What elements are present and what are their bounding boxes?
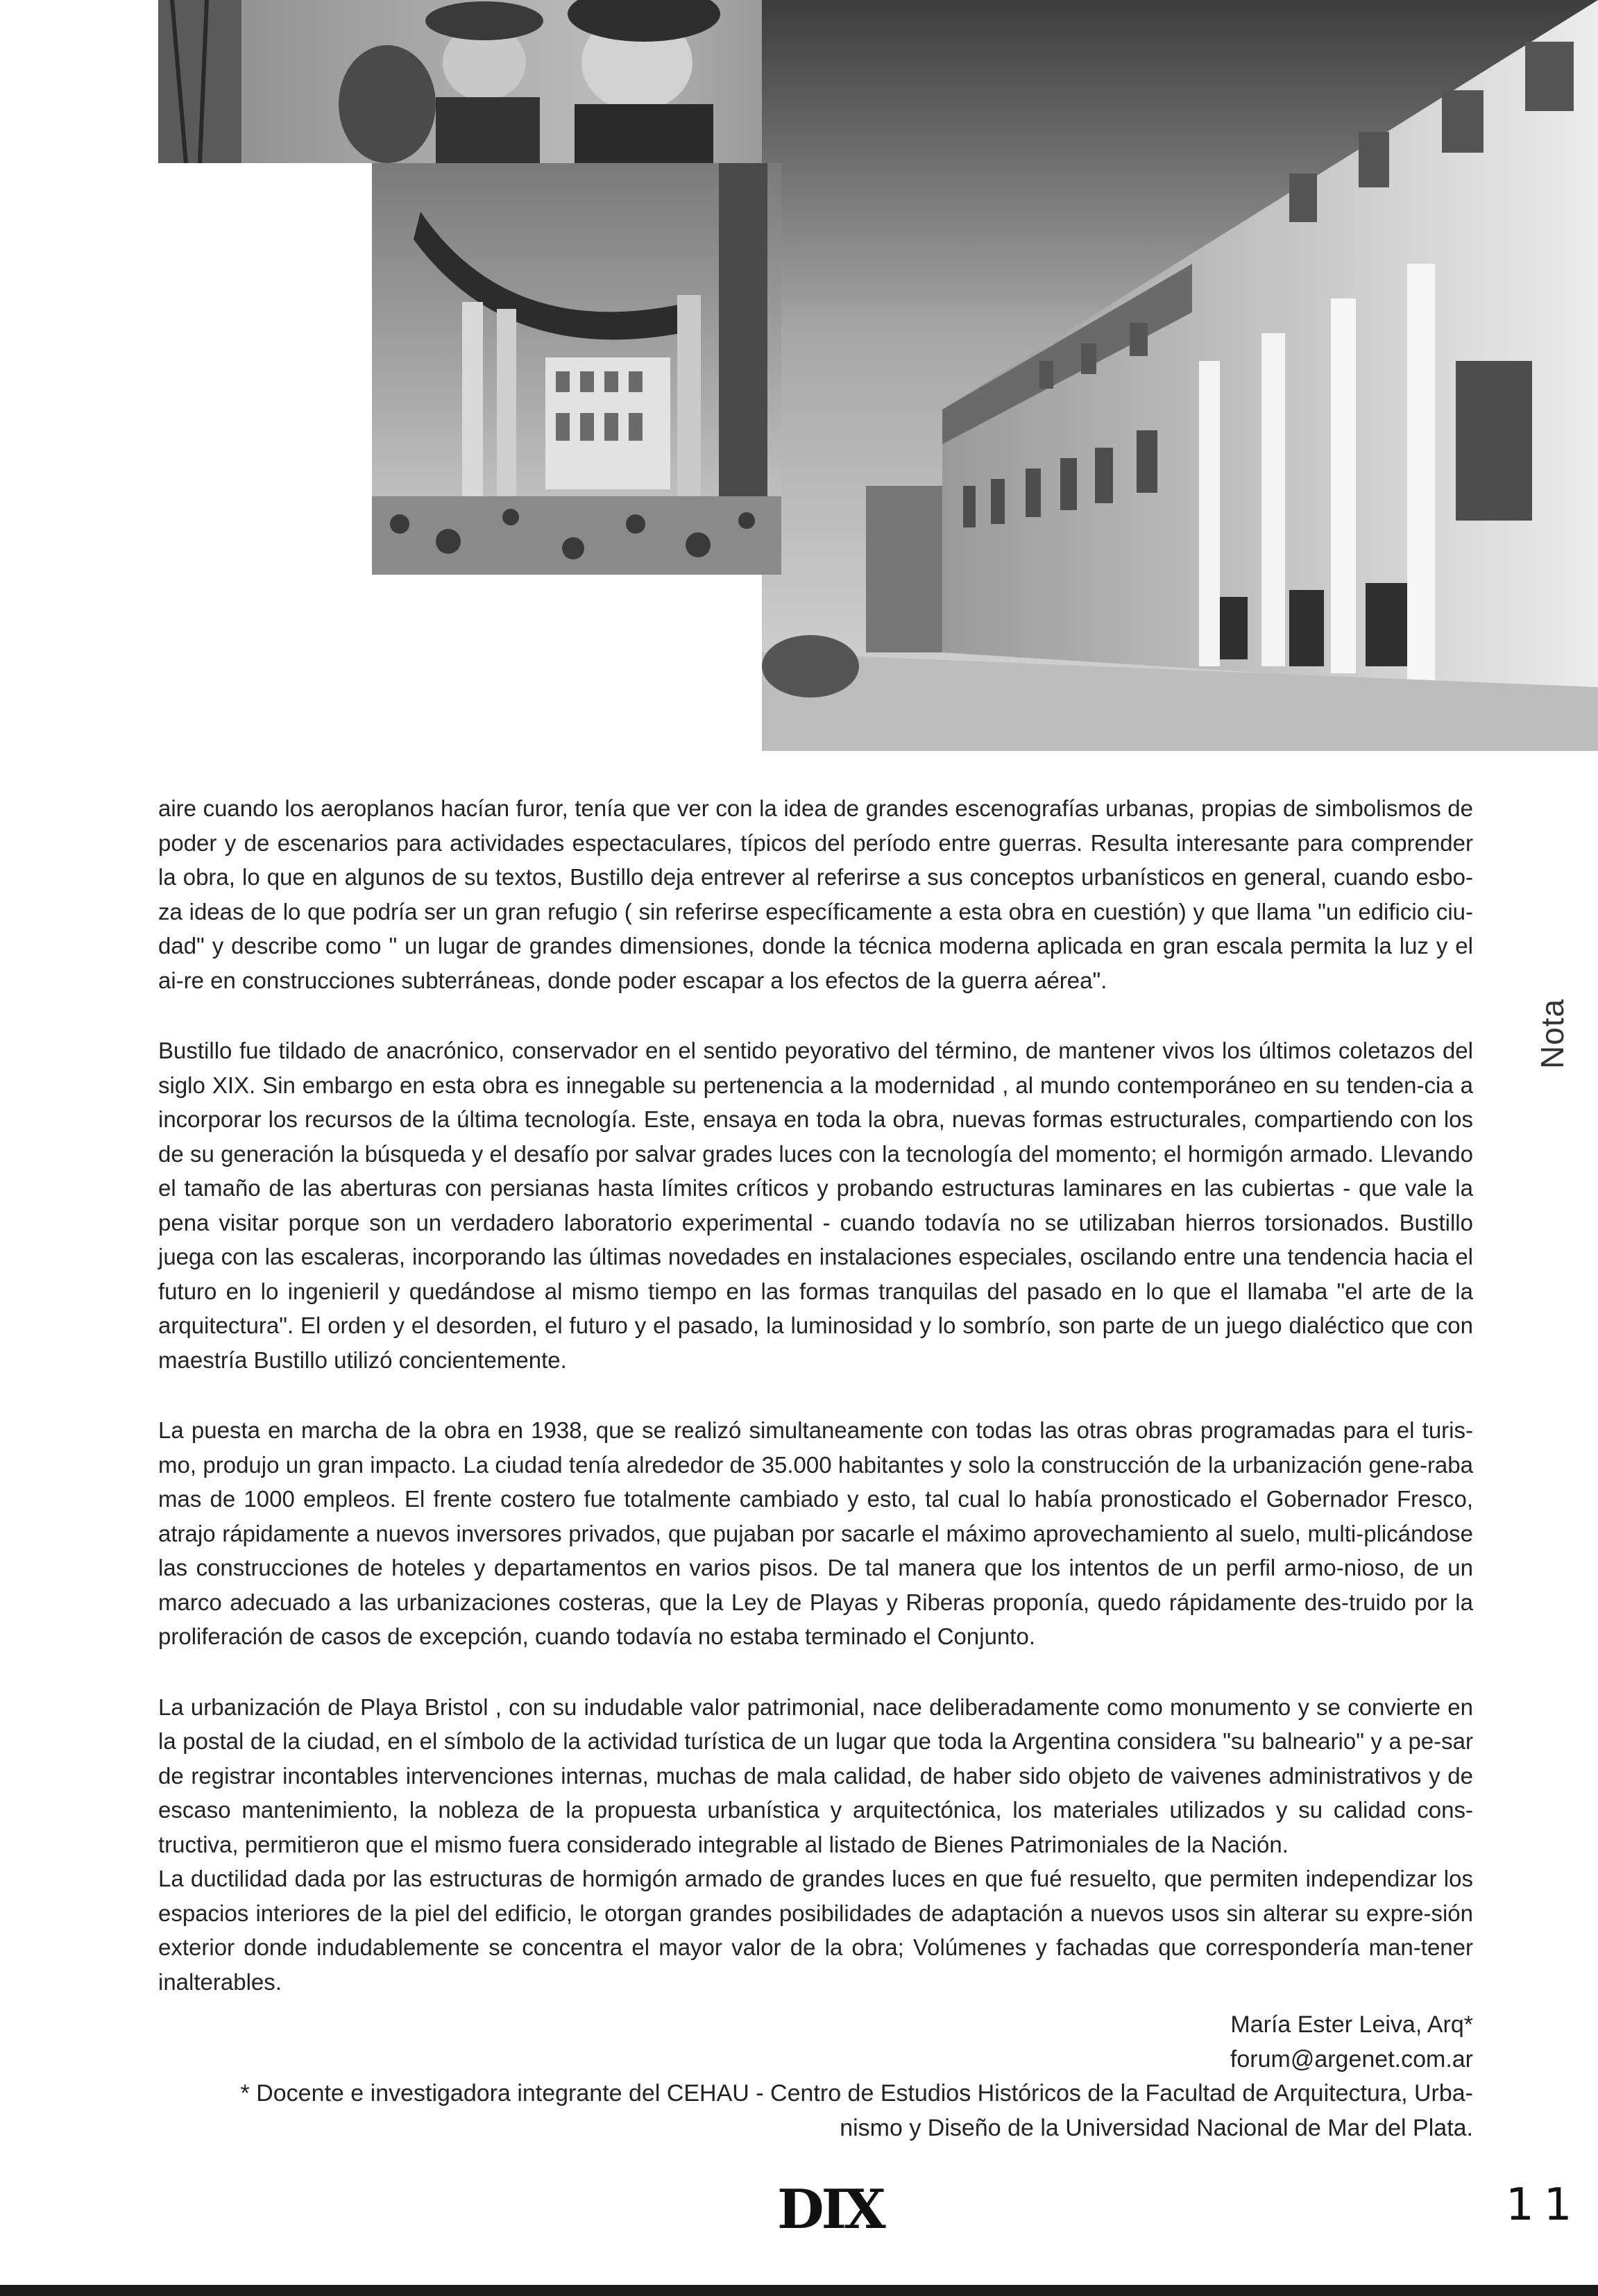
- paragraph-2: Bustillo fue tildado de anacrónico, conservador en el sentido peyorativo del término, de mantener vivos los últimos coletazos del siglo XIX. Sin embargo en esta obra es innegable su pertenencia a la modernidad , al mundo contemporáneo en su tenden-cia a incorporar los recursos de la última tecnología. Este, ensaya en toda la obra, nuevas formas estructurales, compartiendo con los de su generación la búsqueda y el desafío por salvar grades luces con la tecnología del momento; el hormigón armado. Llevando el tamaño de las aberturas con persianas hasta límites críticos y probando estructuras laminares en las cubiertas - que vale la pena visitar porque son un verdadero laboratorio experimental - cuando todavía no se utilizaban hierros torsionados. Bustillo juega con las escaleras, incorporando las últimas novedades en instalaciones especiales, oscilando entre una tendencia hacia el futuro en lo ingenieril y quedándose al mismo tiempo en las formas tranquilas del pasado en lo que el llamaba "el arte de la arquitectura". El orden y el desorden, el futuro y el pasado, la luminosidad y lo sombrío, son parte de un juego dialéctico que con maestría Bustillo utilizó concientemente.: [158, 1038, 1473, 1373]
- article-body: [158, 791, 1473, 1999]
- casino-building-facade-photo: [762, 0, 1598, 751]
- page-number: 11: [1506, 2179, 1582, 2231]
- dix-logo: DIX: [777, 2178, 883, 2241]
- author-email[interactable]: forum@argenet.com.ar: [1230, 2045, 1473, 2073]
- author-signature: [162, 2008, 1473, 2145]
- author-name: María Ester Leiva, Arq*: [1230, 2011, 1473, 2038]
- section-label: Nota: [1534, 998, 1570, 1069]
- paragraph-1: aire cuando los aeroplanos hacían furor, tenía que ver con la idea de grandes escenografías urbanas, propias de simbolismos de poder y de escenarios para actividades espectaculares, típicos del período entre guerras. Resulta interesante para comprender la obra, lo que en algunos de su textos, Bustillo deja entrever al referirse a sus conceptos urbanísticos en general, cuando esbo-za ideas de lo que podría ser un gran refugio ( sin referirse específicamente a esta obra en cuestión) y que llama "un edificio ciu-dad" y describe como " un lugar de grandes dimensiones, donde la técnica moderna aplicada en gran escala permita la luz y el ai-re en construcciones subterráneas, donde poder escapar a los efectos de la guerra aérea".: [158, 795, 1473, 993]
- ruined-colonnade-photo: [372, 163, 781, 575]
- paragraph-3: La puesta en marcha de la obra en 1938, que se realizó simultaneamente con todas las otras obras programadas para el turis-mo, produjo un gran impacto. La ciudad tenía alrededor de 35.000 habitantes y solo la construcción de la urbanización gene-raba mas de 1000 empleos. El frente costero fue totalmente cambiado y esto, tal cual lo había pronosticado el Gobernador Fresco, atrajo rápidamente a nuevos inversores privados, que pujaban por sacarle el máximo aprovechamiento al suelo, multi-plicándose las construcciones de hoteles y departamentos en varios pisos. De tal manera que los intentos de un perfil armo-nioso, de un marco adecuado a las urbanizaciones costeras, que la Ley de Playas y Riberas proponía, quedo rápidamente des-truido por la proliferación de casos de excepción, cuando todavía no estaba terminado el Conjunto.: [158, 1417, 1473, 1649]
- author-note-line1: * Docente e investigadora integrante del CEHAU - Centro de Estudios Históricos de la Facultad de Arquitectura, Urba-: [240, 2080, 1473, 2107]
- paragraph-4: La urbanización de Playa Bristol , con su indudable valor patrimonial, nace deliberadamente como monumento y se convierte en la postal de la ciudad, en el símbolo de la actividad turística de un lugar que toda la Argentina considera "su balneario" y a pe-sar de registrar incontables intervenciones internas, muchas de mala calidad, de haber sido objeto de vaivenes administrativos y de escaso mantenimiento, la nobleza de la propuesta urbanística y arquitectónica, los materiales utilizados y su calidad cons-tructiva, permitieron que el mismo fuera considerado integrable al listado de Bienes Patrimoniales de la Nación. La ductilidad dada por las estructuras de hormigón armado de grandes luces en que fué resuelto, que permiten independizar los espacios interiores de la piel del edificio, le otorgan grandes posibilidades de adaptación a nuevos usos sin alterar su expre-sión exterior donde indudablemente se concentra el mayor valor de la obra; Volúmenes y fachadas que correspondería man-tener inalterables.: [158, 1694, 1473, 1995]
- author-note-line2: nismo y Diseño de la Universidad Nacional de Mar del Plata.: [840, 2114, 1473, 2141]
- page-bottom-edge: [0, 2285, 1598, 2296]
